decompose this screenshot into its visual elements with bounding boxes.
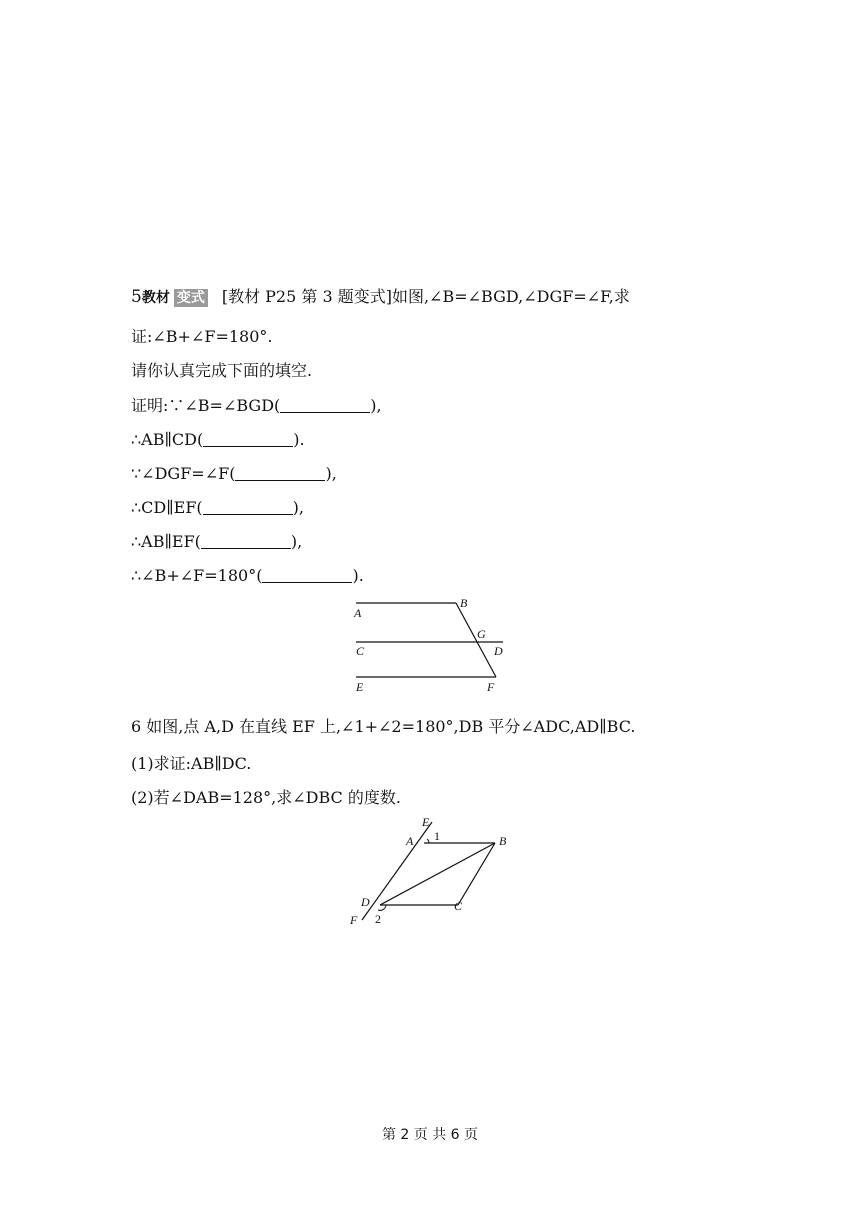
q5-step-3 xyxy=(131,464,337,484)
q5-stem-line1: [教材 P25 第 3 题变式]如图,∠B=∠BGD,∠DGF=∠F,求 xyxy=(221,287,630,306)
step-text: ∴CD∥EF( xyxy=(131,498,203,517)
step-text: ∴∠B+∠F=180°( xyxy=(131,566,263,585)
q5-tag-variant: 变式 xyxy=(174,289,208,307)
page-footer: 第 2 页 共 6 页 xyxy=(381,1127,479,1143)
q5-stem-line2: 证:∠B+∠F=180°. xyxy=(131,327,273,346)
step-text: ∴AB∥EF( xyxy=(131,532,201,551)
label-f: F xyxy=(350,913,358,927)
label-1: 1 xyxy=(434,829,440,843)
step-text: ), xyxy=(325,464,337,483)
q6-figure xyxy=(340,810,530,930)
line-db xyxy=(380,843,495,905)
label-c: C xyxy=(454,899,463,913)
label-d: D xyxy=(494,644,503,658)
label-c: C xyxy=(356,644,365,658)
step-text: ). xyxy=(293,430,305,449)
answer-blank[interactable] xyxy=(280,397,370,413)
q5-step-6 xyxy=(131,566,364,586)
q6-part1: (1)求证:AB∥DC. xyxy=(131,754,252,773)
q5-instruction: 请你认真完成下面的填空. xyxy=(131,361,313,380)
q5-step-5 xyxy=(131,532,302,552)
label-a: A xyxy=(406,834,414,848)
step-text: ), xyxy=(370,396,382,415)
label-a: A xyxy=(354,606,362,620)
answer-blank[interactable] xyxy=(262,567,352,583)
answer-blank[interactable] xyxy=(201,533,291,549)
q5-step-4 xyxy=(131,498,304,518)
q5-header xyxy=(131,287,630,308)
label-e: E xyxy=(356,680,364,694)
label-f: F xyxy=(487,680,495,694)
q5-step-2 xyxy=(131,430,305,450)
label-b: B xyxy=(499,834,507,848)
label-b: B xyxy=(460,596,468,610)
line-bf xyxy=(456,603,496,677)
q5-number: 5 xyxy=(131,287,142,307)
q6-part2: (2)若∠DAB=128°,求∠DBC 的度数. xyxy=(131,788,401,807)
q5-tag-textbook: 教材 xyxy=(141,290,170,306)
step-text: ), xyxy=(292,498,304,517)
q6-stem: 6 如图,点 A,D 在直线 EF 上,∠1+∠2=180°,DB 平分∠ADC,AD∥BC. xyxy=(131,717,636,736)
step-text: ∵∠DGF=∠F( xyxy=(131,464,236,483)
angle-2-arc xyxy=(378,905,386,910)
q5-figure xyxy=(340,590,520,700)
answer-blank[interactable] xyxy=(203,431,293,447)
answer-blank[interactable] xyxy=(235,465,325,481)
step-text: ), xyxy=(290,532,303,551)
label-d: D xyxy=(361,895,370,909)
step-text: 证明:∵∠B=∠BGD( xyxy=(131,396,281,415)
label-2: 2 xyxy=(375,912,381,926)
label-g: G xyxy=(477,627,486,641)
step-text: ). xyxy=(352,566,364,585)
step-text: ∴AB∥CD( xyxy=(131,430,204,449)
answer-blank[interactable] xyxy=(203,499,293,515)
q5-step-1 xyxy=(131,396,382,416)
label-e: E xyxy=(422,815,430,829)
